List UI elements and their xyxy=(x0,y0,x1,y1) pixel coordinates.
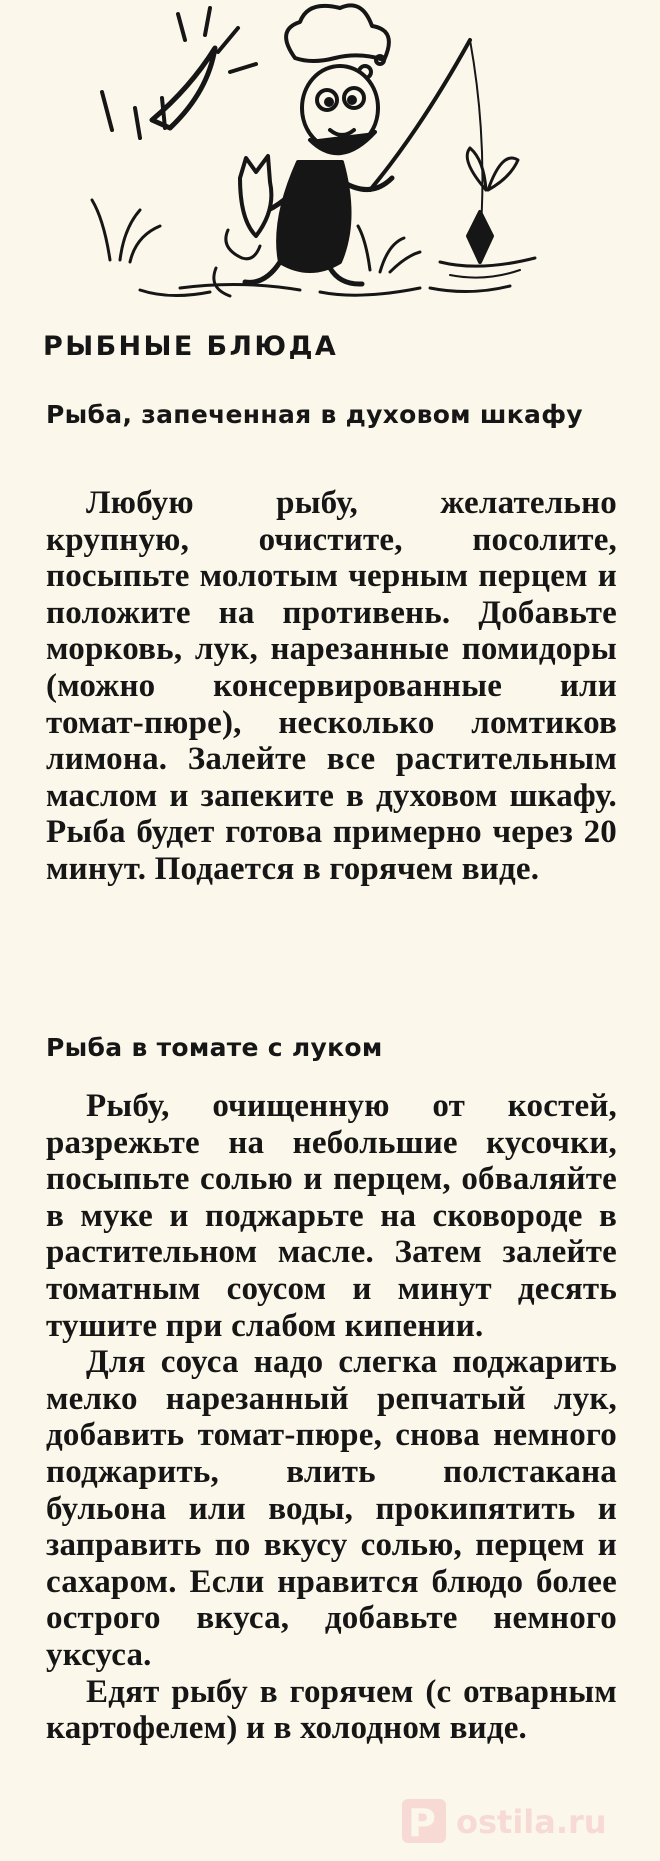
fish-chef-head xyxy=(302,66,378,153)
fishing-rod xyxy=(370,40,482,240)
recipe-body xyxy=(46,1088,617,1747)
recipe-body xyxy=(46,485,617,888)
svg-text:P: P xyxy=(408,1801,436,1845)
recipe-paragraph: Любую рыбу, желательно крупную, очистите, посолите, посыпьте молотым черным перцем и положите на противень. Добавьте морковь, лук, нарезанные помидоры (можно консервированные или томат-пюре), несколько ломтиков лимона. Залейте все растительным маслом и запеките в духовом шкафу. Рыба будет готова примерно через 20 минут. Подается в горячем виде. xyxy=(46,485,617,887)
recipe-paragraph: Для соуса надо слегка поджарить мелко нарезанный репчатый лук, добавить томат-пюре, снова немного поджарить, влить полстакана бульона или воды, прокипятить и заправить по вкусу солью, перцем и сахаром. Если нравится блюдо более острого вкуса, добавьте немного уксуса. xyxy=(46,1344,617,1673)
recipe-title: Рыба, запеченная в духовом шкафу xyxy=(46,400,583,429)
recipe-paragraph: Едят рыбу в горячем (с отварным картофелем) и в холодном виде. xyxy=(46,1673,617,1747)
svg-text:ostila.ru: ostila.ru xyxy=(456,1803,607,1841)
float-icon xyxy=(440,148,535,278)
sun-icon xyxy=(102,8,256,138)
fishing-chef-illustration xyxy=(40,0,640,315)
cat-icon xyxy=(214,156,272,296)
recipe-title: Рыба в томате с луком xyxy=(46,1033,383,1062)
section-title: РЫБНЫЕ БЛЮДА xyxy=(43,331,339,362)
recipe-paragraph: Рыбу, очищенную от костей, разрежьте на небольшие кусочки, посыпьте солью и перцем, обваляйте в муке и поджарьте на сковороде в растительном масле. Затем залейте томатным соусом и минут десять тушите при слабом кипении. xyxy=(46,1088,617,1344)
postila-watermark-logo xyxy=(400,1791,650,1847)
